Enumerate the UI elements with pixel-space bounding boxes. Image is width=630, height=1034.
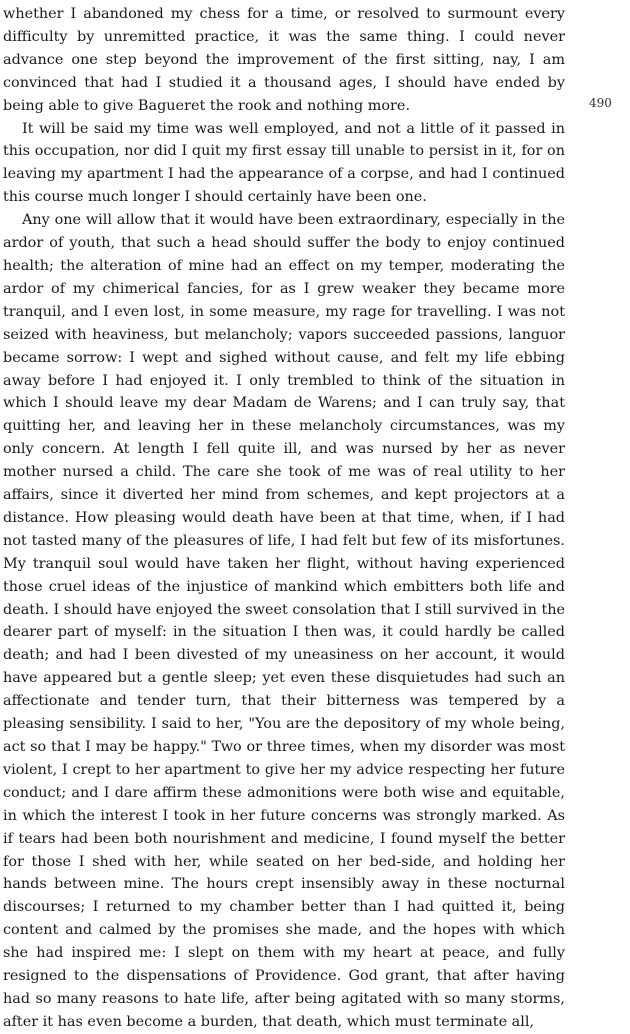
paragraph-continued: whether I abandoned my chess for a time, or resolved to surmount every difficulty by unremitted practice, it was the same thing. I could never advance one step beyond the improvement of the first sitting, nay, I am convinced that had I studied it a thousand ages, I should have ended by being able to give Bagueret the rook and nothing more. bbox=[3, 6, 565, 114]
paragraph-illness: Any one will allow that it would have been extraordinary, especially in the ardor of youth, that such a head should suffer the body to enjoy continued health; the alteration of mine had an effect on my temper, moderating the ardor of my chimerical fancies, for as I grew weaker they became more tranquil, and I even lost, in some measure, my rage for travelling. I was not seized with heaviness, but melancholy; vapors succeeded passions, languor became sorrow: I wept and sighed without cause, and felt my life ebbing away before I had enjoyed it. I only trembled to think of the situation in which I should leave my dear Madam de Warens; and I can truly say, that quitting her, and leaving her in these melancholy circumstances, was my only concern. At length I fell quite ill, and was nursed by her as never mother nursed a child. The care she took of me was of real utility to her affairs, since it diverted her mind from schemes, and kept projectors at a distance. How pleasing would death have been at that time, when, if I had not tasted many of the pleasures of life, I had felt but few of its misfortunes. My tranquil soul would have taken her flight, without having experienced those cruel ideas of the injustice of mankind which embitters both life and death. I should have enjoyed the sweet consolation that I still survived in the dearer part of myself: in the situation I then was, it could hardly be called death; and had I been divested of my uneasiness on her account, it would have appeared but a gentle sleep; yet even these disquietudes had such an affectionate and tender turn, that their bitterness was tempered by a pleasing sensibility. I said to her, "You are the depository of my whole being, act so that I may be happy." Two or three times, when my disorder was most violent, I crept to her apartment to give her my advice respecting her future conduct; and I dare affirm these admonitions were both wise and equitable, in which the interest I took in her future concerns was strongly marked. As if tears had been both nourishment and medicine, I found myself the better for those I shed with her, while seated on her bed-side, and holding her hands between mine. The hours crept insensibly away in these nocturnal discourses; I returned to my chamber better than I had quitted it, being content and calmed by the promises she made, and the hopes with which she had inspired me: I slept on them with my heart at peace, and fully resigned to the dispensations of Providence. God grant, that after having had so many reasons to hate life, after being agitated with so many storms, after it has even become a burden, that death, which must terminate all, bbox=[3, 212, 566, 1030]
paragraph-time-employed: It will be said my time was well employed, and not a little of it passed in this occupation, nor did I quit my first essay till unable to persist in it, for on leaving my apartment I had the appearance of a corpse, and had I continued this course much longer I should certainly have been one. bbox=[3, 120, 565, 206]
body-text bbox=[3, 3, 565, 1034]
page-number: 490 bbox=[589, 96, 612, 110]
